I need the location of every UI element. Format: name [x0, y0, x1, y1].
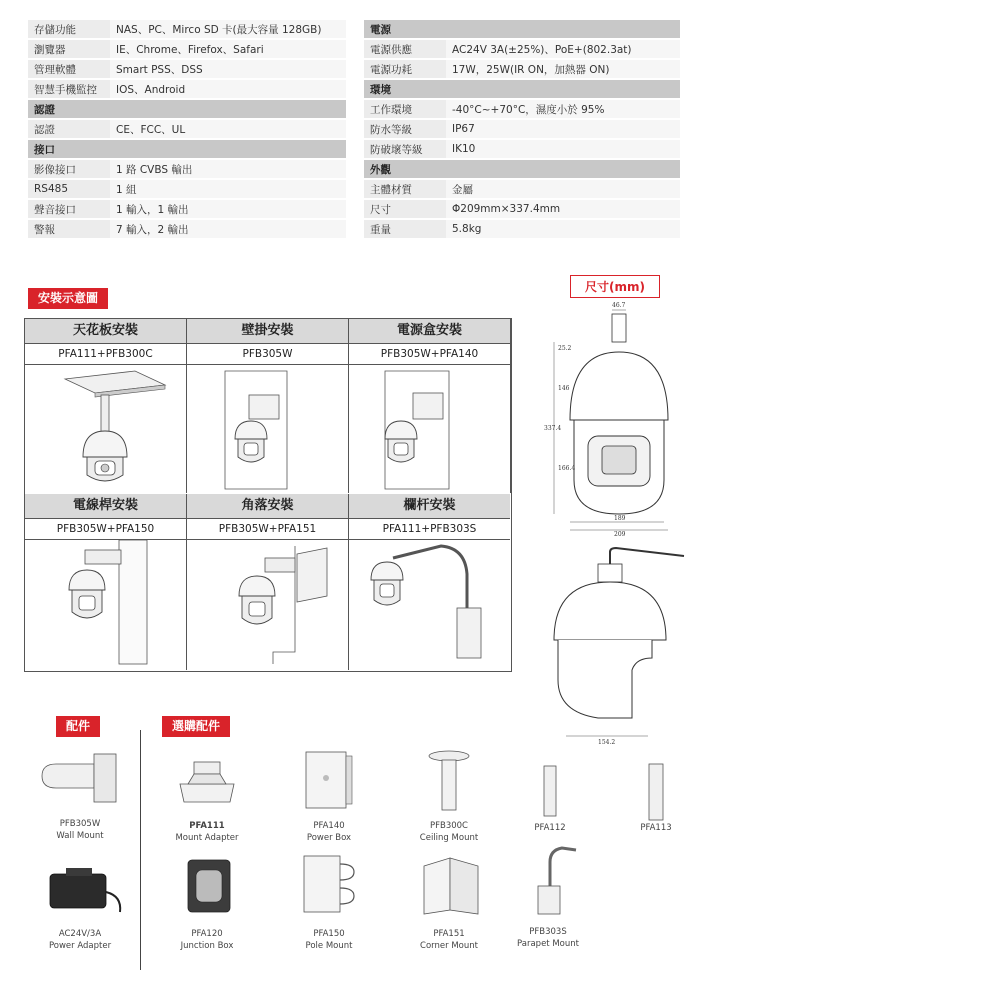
spec-value: 金屬: [446, 180, 680, 198]
spec-key: 重量: [364, 220, 446, 238]
install-model: PFB305W: [187, 344, 349, 365]
spec-row: [364, 220, 680, 238]
spec-value: -40°C~+70°C，濕度小於 95%: [446, 100, 680, 118]
spec-key: 防水等級: [364, 120, 446, 138]
wall-mount-icon: [34, 748, 124, 808]
dim-label: 337.4: [544, 425, 562, 432]
spec-row: [364, 40, 680, 58]
spec-row: [28, 40, 346, 58]
spec-key: 電源功耗: [364, 60, 446, 78]
spec-value: IE、Chrome、Firefox、Safari: [110, 40, 346, 58]
spec-section-title: 接口: [28, 140, 346, 158]
accessory-caption: PFB300C Ceiling Mount: [419, 821, 479, 843]
wall-mount-illustration: [187, 365, 349, 493]
spec-row: [28, 120, 346, 138]
accessory-caption: PFA111 Mount Adapter: [175, 821, 239, 843]
dim-label: 166.4: [558, 465, 576, 472]
corner-mount-icon: [418, 852, 484, 918]
spec-value: IP67: [446, 120, 680, 138]
dim-label: 154.2: [598, 739, 616, 746]
spec-row: [28, 180, 346, 198]
spec-section-title: 外觀: [364, 160, 680, 178]
accessory-caption: PFB305W Wall Mount: [56, 819, 104, 841]
spec-value: NAS、PC、Mirco SD 卡(最大容量 128GB): [110, 20, 346, 38]
spec-value: 5.8kg: [446, 220, 680, 238]
ceiling-mount-illustration: [25, 365, 187, 493]
spec-row: [28, 60, 346, 78]
spec-row: [28, 220, 346, 238]
spec-value: 1 路 CVBS 輸出: [110, 160, 346, 178]
ceiling-mount-icon: [424, 748, 474, 814]
parapet-mount-icon: [528, 842, 580, 918]
spec-value: Φ209mm×337.4mm: [446, 200, 680, 218]
spec-key: 影像接口: [28, 160, 110, 178]
dim-label: 189: [614, 515, 626, 522]
accessories-divider: [140, 730, 141, 970]
spec-row: [28, 80, 346, 98]
install-model: PFB305W+PFA140: [349, 344, 511, 365]
spec-key: 工作環境: [364, 100, 446, 118]
dim-label: 146: [558, 385, 570, 392]
install-tag: 安裝示意圖: [28, 288, 108, 309]
spec-value: 1 輸入，1 輸出: [110, 200, 346, 218]
spec-key: 聲音接口: [28, 200, 110, 218]
accessory-caption: PFA112: [534, 823, 566, 833]
install-model: PFB305W+PFA151: [187, 519, 349, 540]
pole-mount-illustration: [25, 540, 187, 670]
accessory-caption: PFA120 Junction Box: [180, 929, 234, 951]
install-title: 欄杆安裝: [349, 494, 510, 519]
spec-key: 瀏覽器: [28, 40, 110, 58]
spec-value: IOS、Android: [110, 80, 346, 98]
spec-table-right: [364, 18, 680, 240]
spec-value: 1 組: [110, 180, 346, 198]
corner-mount-illustration: [187, 540, 349, 670]
install-title: 天花板安裝: [25, 319, 187, 344]
pfa113-pole-icon: [644, 760, 668, 822]
accessory-caption: PFB303S Parapet Mount: [517, 927, 579, 949]
parapet-mount-illustration: [349, 540, 510, 670]
spec-row: [364, 140, 680, 158]
accessory-caption: PFA113: [640, 823, 672, 833]
spec-section-header: [364, 20, 680, 38]
accessory-caption: PFA140 Power Box: [306, 821, 352, 843]
spec-value: AC24V 3A(±25%)、PoE+(802.3at): [446, 40, 680, 58]
spec-section-header: [28, 140, 346, 158]
spec-row: [364, 120, 680, 138]
spec-value: CE、FCC、UL: [110, 120, 346, 138]
spec-table-left: [28, 18, 346, 240]
spec-row: [364, 100, 680, 118]
pole-mount-icon: [296, 850, 360, 918]
spec-key: 認證: [28, 120, 110, 138]
install-title: 角落安裝: [187, 494, 349, 519]
spec-row: [364, 60, 680, 78]
spec-section-header: [28, 100, 346, 118]
install-title: 電線桿安裝: [25, 494, 187, 519]
powerbox-mount-illustration: [349, 365, 511, 493]
spec-row: [28, 20, 346, 38]
mount-adapter-icon: [174, 756, 240, 812]
dimensions-tag: 尺寸(mm): [570, 275, 660, 298]
spec-key: 防破壞等級: [364, 140, 446, 158]
optional-accessories-tag: 選購配件: [162, 716, 230, 737]
spec-row: [364, 180, 680, 198]
spec-key: 主體材質: [364, 180, 446, 198]
power-adapter-icon: [36, 862, 126, 922]
dimension-drawing-side: [540, 540, 700, 750]
spec-value: Smart PSS、DSS: [110, 60, 346, 78]
junction-box-icon: [184, 856, 234, 916]
accessory-caption: PFA150 Pole Mount: [305, 929, 353, 951]
spec-value: 7 輸入，2 輸出: [110, 220, 346, 238]
pfa112-pole-icon: [540, 762, 560, 818]
install-title: 電源盒安裝: [349, 319, 511, 344]
spec-key: 警報: [28, 220, 110, 238]
spec-key: 電源供應: [364, 40, 446, 58]
install-model: PFA111+PFB303S: [349, 519, 510, 540]
power-box-icon: [300, 746, 356, 812]
spec-key: 尺寸: [364, 200, 446, 218]
spec-key: 智慧手機監控: [28, 80, 110, 98]
spec-section-title: 認證: [28, 100, 346, 118]
spec-key: 存儲功能: [28, 20, 110, 38]
spec-row: [28, 200, 346, 218]
spec-row: [28, 160, 346, 178]
spec-section-header: [364, 80, 680, 98]
dim-label: 46.7: [612, 302, 626, 309]
accessory-caption: PFA151 Corner Mount: [420, 929, 478, 951]
spec-value: 17W，25W(IR ON，加熱器 ON): [446, 60, 680, 78]
spec-key: 管理軟體: [28, 60, 110, 78]
spec-section-title: 環境: [364, 80, 680, 98]
spec-key: RS485: [28, 180, 110, 198]
spec-section-title: 電源: [364, 20, 680, 38]
spec-value: IK10: [446, 140, 680, 158]
accessories-tag: 配件: [56, 716, 100, 737]
spec-row: [364, 200, 680, 218]
accessory-caption: AC24V/3A Power Adapter: [48, 929, 112, 951]
spec-section-header: [364, 160, 680, 178]
dim-label: 25.2: [558, 345, 572, 352]
install-grid: [24, 318, 512, 672]
dimension-drawing-front: [530, 300, 690, 540]
dim-label: 209: [614, 531, 626, 538]
install-title: 壁掛安裝: [187, 319, 349, 344]
install-model: PFB305W+PFA150: [25, 519, 187, 540]
install-model: PFA111+PFB300C: [25, 344, 187, 365]
